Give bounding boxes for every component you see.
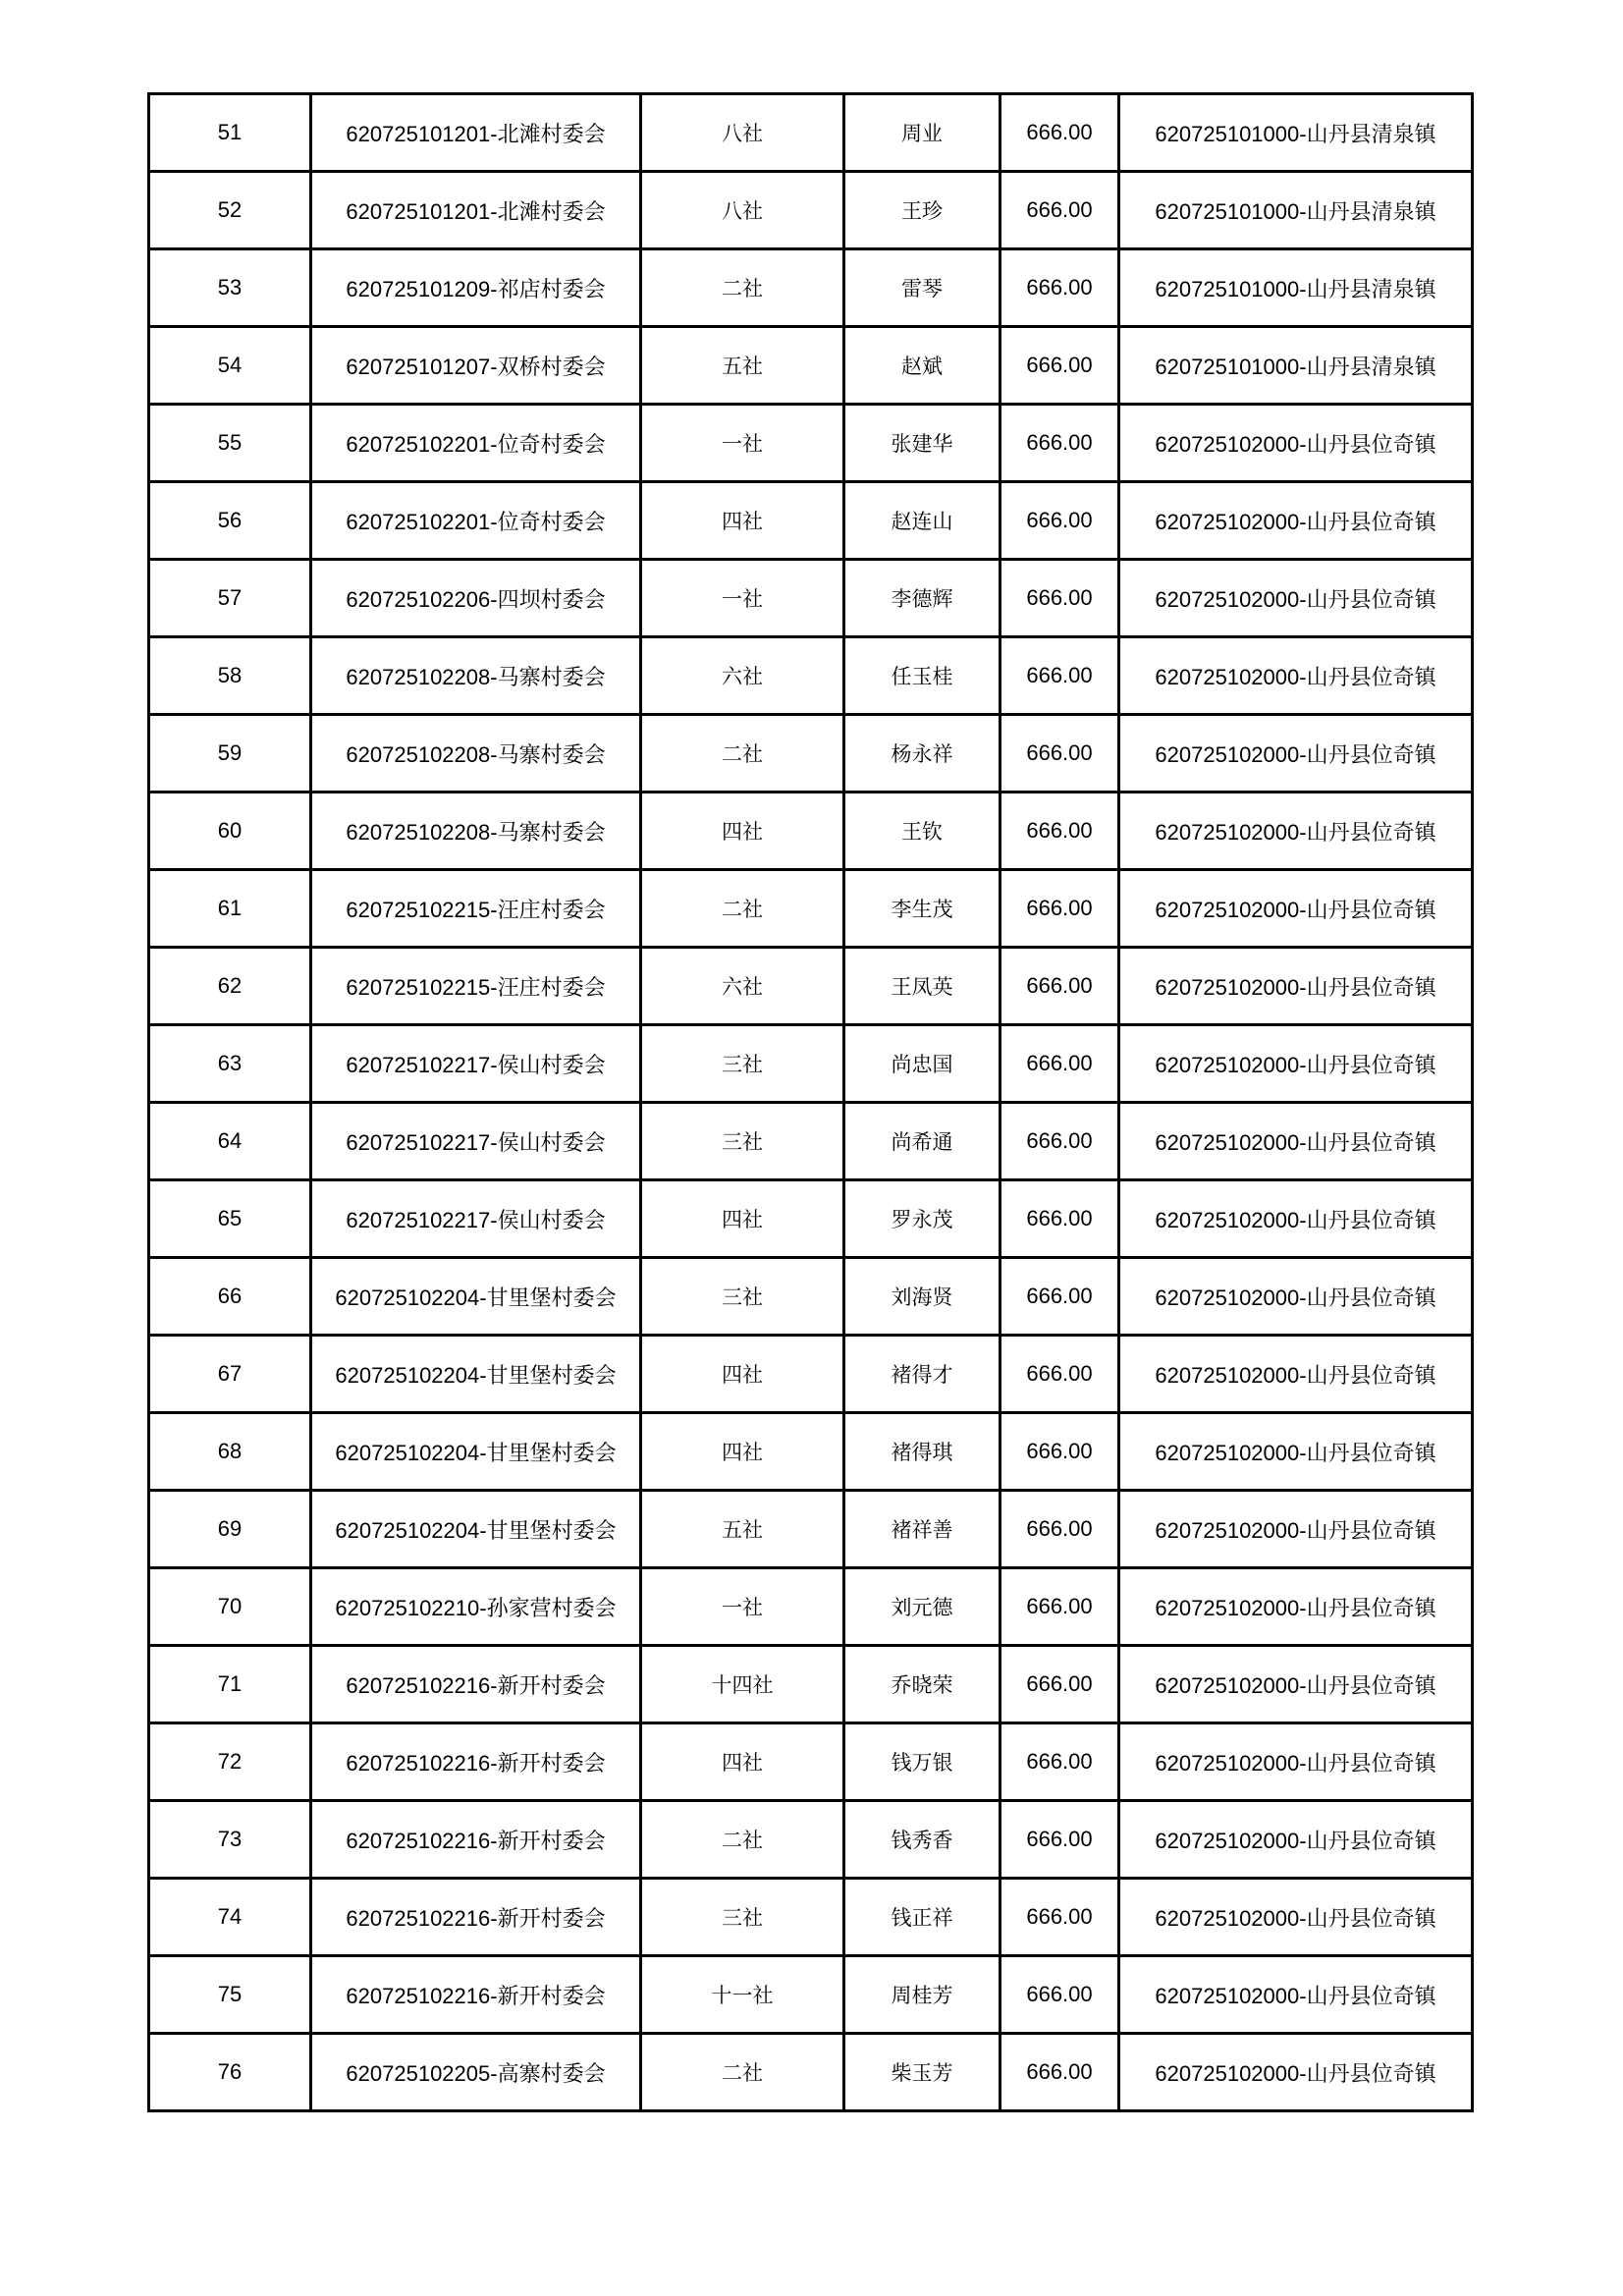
table-row: [149, 560, 1473, 637]
town-code-cell: 620725102000-山丹县位奇镇: [1119, 1336, 1473, 1413]
village-code-cell: 620725102215-汪庄村委会: [311, 948, 641, 1025]
row-index-cell: 56: [149, 482, 311, 560]
person-name-cell: 雷琴: [844, 249, 1001, 327]
group-cell: 二社: [641, 249, 844, 327]
town-code-cell: 620725102000-山丹县位奇镇: [1119, 405, 1473, 482]
row-index-cell: 54: [149, 327, 311, 405]
person-name-cell: 罗永茂: [844, 1180, 1001, 1258]
amount-cell: 666.00: [1001, 94, 1119, 172]
row-index-cell: 57: [149, 560, 311, 637]
village-code-cell: 620725101209-祁店村委会: [311, 249, 641, 327]
group-cell: 四社: [641, 482, 844, 560]
group-cell: 八社: [641, 94, 844, 172]
table-row: [149, 2034, 1473, 2111]
group-cell: 一社: [641, 1568, 844, 1646]
amount-cell: 666.00: [1001, 1491, 1119, 1568]
group-cell: 二社: [641, 870, 844, 948]
village-code-cell: 620725102205-高寨村委会: [311, 2034, 641, 2111]
group-cell: 四社: [641, 1180, 844, 1258]
row-index-cell: 75: [149, 1956, 311, 2034]
town-code-cell: 620725102000-山丹县位奇镇: [1119, 948, 1473, 1025]
person-name-cell: 赵连山: [844, 482, 1001, 560]
table-row: [149, 637, 1473, 715]
table-row: [149, 948, 1473, 1025]
person-name-cell: 钱万银: [844, 1723, 1001, 1801]
town-code-cell: 620725102000-山丹县位奇镇: [1119, 1646, 1473, 1723]
group-cell: 三社: [641, 1025, 844, 1103]
group-cell: 四社: [641, 1336, 844, 1413]
amount-cell: 666.00: [1001, 405, 1119, 482]
table-row: [149, 1258, 1473, 1336]
row-index-cell: 60: [149, 793, 311, 870]
person-name-cell: 周桂芳: [844, 1956, 1001, 2034]
group-cell: 二社: [641, 2034, 844, 2111]
row-index-cell: 65: [149, 1180, 311, 1258]
town-code-cell: 620725102000-山丹县位奇镇: [1119, 870, 1473, 948]
group-cell: 八社: [641, 172, 844, 249]
village-code-cell: 620725102208-马寨村委会: [311, 637, 641, 715]
village-code-cell: 620725102208-马寨村委会: [311, 793, 641, 870]
person-name-cell: 钱秀香: [844, 1801, 1001, 1879]
table-row: [149, 1336, 1473, 1413]
group-cell: 四社: [641, 1413, 844, 1491]
village-code-cell: 620725102201-位奇村委会: [311, 405, 641, 482]
town-code-cell: 620725102000-山丹县位奇镇: [1119, 560, 1473, 637]
table-row: [149, 249, 1473, 327]
amount-cell: 666.00: [1001, 482, 1119, 560]
amount-cell: 666.00: [1001, 1180, 1119, 1258]
amount-cell: 666.00: [1001, 1336, 1119, 1413]
row-index-cell: 64: [149, 1103, 311, 1180]
amount-cell: 666.00: [1001, 1025, 1119, 1103]
village-code-cell: 620725102206-四坝村委会: [311, 560, 641, 637]
row-index-cell: 72: [149, 1723, 311, 1801]
amount-cell: 666.00: [1001, 1568, 1119, 1646]
town-code-cell: 620725102000-山丹县位奇镇: [1119, 793, 1473, 870]
row-index-cell: 68: [149, 1413, 311, 1491]
village-code-cell: 620725102216-新开村委会: [311, 1646, 641, 1723]
table-row: [149, 1801, 1473, 1879]
person-name-cell: 尚忠国: [844, 1025, 1001, 1103]
table-row: [149, 1025, 1473, 1103]
town-code-cell: 620725102000-山丹县位奇镇: [1119, 1491, 1473, 1568]
person-name-cell: 杨永祥: [844, 715, 1001, 793]
group-cell: 六社: [641, 948, 844, 1025]
person-name-cell: 柴玉芳: [844, 2034, 1001, 2111]
table-row: [149, 1568, 1473, 1646]
amount-cell: 666.00: [1001, 1258, 1119, 1336]
village-code-cell: 620725101201-北滩村委会: [311, 94, 641, 172]
town-code-cell: 620725102000-山丹县位奇镇: [1119, 1413, 1473, 1491]
group-cell: 四社: [641, 793, 844, 870]
group-cell: 三社: [641, 1879, 844, 1956]
town-code-cell: 620725101000-山丹县清泉镇: [1119, 327, 1473, 405]
row-index-cell: 66: [149, 1258, 311, 1336]
amount-cell: 666.00: [1001, 637, 1119, 715]
village-code-cell: 620725102204-甘里堡村委会: [311, 1336, 641, 1413]
town-code-cell: 620725101000-山丹县清泉镇: [1119, 249, 1473, 327]
amount-cell: 666.00: [1001, 1646, 1119, 1723]
village-code-cell: 620725102216-新开村委会: [311, 1801, 641, 1879]
group-cell: 三社: [641, 1258, 844, 1336]
group-cell: 十一社: [641, 1956, 844, 2034]
table-row: [149, 870, 1473, 948]
amount-cell: 666.00: [1001, 1801, 1119, 1879]
person-name-cell: 乔晓荣: [844, 1646, 1001, 1723]
village-code-cell: 620725102216-新开村委会: [311, 1879, 641, 1956]
table-row: [149, 1413, 1473, 1491]
group-cell: 二社: [641, 1801, 844, 1879]
village-code-cell: 620725101201-北滩村委会: [311, 172, 641, 249]
amount-cell: 666.00: [1001, 249, 1119, 327]
row-index-cell: 51: [149, 94, 311, 172]
amount-cell: 666.00: [1001, 560, 1119, 637]
village-code-cell: 620725102215-汪庄村委会: [311, 870, 641, 948]
table-row: [149, 94, 1473, 172]
amount-cell: 666.00: [1001, 715, 1119, 793]
row-index-cell: 73: [149, 1801, 311, 1879]
person-name-cell: 王凤英: [844, 948, 1001, 1025]
person-name-cell: 张建华: [844, 405, 1001, 482]
group-cell: 二社: [641, 715, 844, 793]
table-row: [149, 482, 1473, 560]
table-row: [149, 405, 1473, 482]
group-cell: 十四社: [641, 1646, 844, 1723]
group-cell: 一社: [641, 405, 844, 482]
town-code-cell: 620725102000-山丹县位奇镇: [1119, 1956, 1473, 2034]
village-code-cell: 620725102204-甘里堡村委会: [311, 1491, 641, 1568]
table-row: [149, 1491, 1473, 1568]
person-name-cell: 刘海贤: [844, 1258, 1001, 1336]
amount-cell: 666.00: [1001, 2034, 1119, 2111]
amount-cell: 666.00: [1001, 870, 1119, 948]
group-cell: 五社: [641, 1491, 844, 1568]
person-name-cell: 褚得才: [844, 1336, 1001, 1413]
village-code-cell: 620725102204-甘里堡村委会: [311, 1258, 641, 1336]
village-code-cell: 620725102217-侯山村委会: [311, 1180, 641, 1258]
person-name-cell: 褚祥善: [844, 1491, 1001, 1568]
person-name-cell: 周业: [844, 94, 1001, 172]
row-index-cell: 76: [149, 2034, 311, 2111]
table-row: [149, 327, 1473, 405]
table-row: [149, 1646, 1473, 1723]
row-index-cell: 58: [149, 637, 311, 715]
person-name-cell: 刘元德: [844, 1568, 1001, 1646]
table-row: [149, 1723, 1473, 1801]
town-code-cell: 620725102000-山丹县位奇镇: [1119, 482, 1473, 560]
table-body: [149, 94, 1473, 2111]
town-code-cell: 620725102000-山丹县位奇镇: [1119, 2034, 1473, 2111]
table-row: [149, 715, 1473, 793]
table-row: [149, 793, 1473, 870]
town-code-cell: 620725102000-山丹县位奇镇: [1119, 1258, 1473, 1336]
group-cell: 五社: [641, 327, 844, 405]
row-index-cell: 52: [149, 172, 311, 249]
group-cell: 四社: [641, 1723, 844, 1801]
person-name-cell: 尚希通: [844, 1103, 1001, 1180]
village-code-cell: 620725102201-位奇村委会: [311, 482, 641, 560]
person-name-cell: 李德辉: [844, 560, 1001, 637]
town-code-cell: 620725102000-山丹县位奇镇: [1119, 1025, 1473, 1103]
row-index-cell: 62: [149, 948, 311, 1025]
village-code-cell: 620725102216-新开村委会: [311, 1956, 641, 2034]
village-code-cell: 620725102217-侯山村委会: [311, 1025, 641, 1103]
row-index-cell: 69: [149, 1491, 311, 1568]
table-row: [149, 172, 1473, 249]
town-code-cell: 620725102000-山丹县位奇镇: [1119, 1723, 1473, 1801]
person-name-cell: 李生茂: [844, 870, 1001, 948]
amount-cell: 666.00: [1001, 1103, 1119, 1180]
row-index-cell: 59: [149, 715, 311, 793]
town-code-cell: 620725102000-山丹县位奇镇: [1119, 1801, 1473, 1879]
amount-cell: 666.00: [1001, 793, 1119, 870]
amount-cell: 666.00: [1001, 1413, 1119, 1491]
row-index-cell: 55: [149, 405, 311, 482]
group-cell: 一社: [641, 560, 844, 637]
person-name-cell: 任玉桂: [844, 637, 1001, 715]
table-row: [149, 1956, 1473, 2034]
row-index-cell: 63: [149, 1025, 311, 1103]
group-cell: 六社: [641, 637, 844, 715]
village-code-cell: 620725102208-马寨村委会: [311, 715, 641, 793]
amount-cell: 666.00: [1001, 1956, 1119, 2034]
town-code-cell: 620725102000-山丹县位奇镇: [1119, 637, 1473, 715]
person-name-cell: 褚得琪: [844, 1413, 1001, 1491]
group-cell: 三社: [641, 1103, 844, 1180]
town-code-cell: 620725102000-山丹县位奇镇: [1119, 1568, 1473, 1646]
village-code-cell: 620725102217-侯山村委会: [311, 1103, 641, 1180]
town-code-cell: 620725102000-山丹县位奇镇: [1119, 1180, 1473, 1258]
row-index-cell: 67: [149, 1336, 311, 1413]
village-code-cell: 620725102216-新开村委会: [311, 1723, 641, 1801]
person-name-cell: 钱正祥: [844, 1879, 1001, 1956]
amount-cell: 666.00: [1001, 1879, 1119, 1956]
subsidy-table-container: [147, 92, 1471, 2112]
amount-cell: 666.00: [1001, 327, 1119, 405]
village-code-cell: 620725102210-孙家营村委会: [311, 1568, 641, 1646]
row-index-cell: 53: [149, 249, 311, 327]
town-code-cell: 620725102000-山丹县位奇镇: [1119, 1103, 1473, 1180]
table-row: [149, 1180, 1473, 1258]
village-code-cell: 620725102204-甘里堡村委会: [311, 1413, 641, 1491]
person-name-cell: 王钦: [844, 793, 1001, 870]
amount-cell: 666.00: [1001, 1723, 1119, 1801]
row-index-cell: 71: [149, 1646, 311, 1723]
town-code-cell: 620725102000-山丹县位奇镇: [1119, 715, 1473, 793]
row-index-cell: 74: [149, 1879, 311, 1956]
table-row: [149, 1103, 1473, 1180]
town-code-cell: 620725101000-山丹县清泉镇: [1119, 94, 1473, 172]
amount-cell: 666.00: [1001, 172, 1119, 249]
row-index-cell: 61: [149, 870, 311, 948]
subsidy-table: [147, 92, 1474, 2112]
person-name-cell: 赵斌: [844, 327, 1001, 405]
village-code-cell: 620725101207-双桥村委会: [311, 327, 641, 405]
amount-cell: 666.00: [1001, 948, 1119, 1025]
town-code-cell: 620725101000-山丹县清泉镇: [1119, 172, 1473, 249]
row-index-cell: 70: [149, 1568, 311, 1646]
person-name-cell: 王珍: [844, 172, 1001, 249]
table-row: [149, 1879, 1473, 1956]
town-code-cell: 620725102000-山丹县位奇镇: [1119, 1879, 1473, 1956]
